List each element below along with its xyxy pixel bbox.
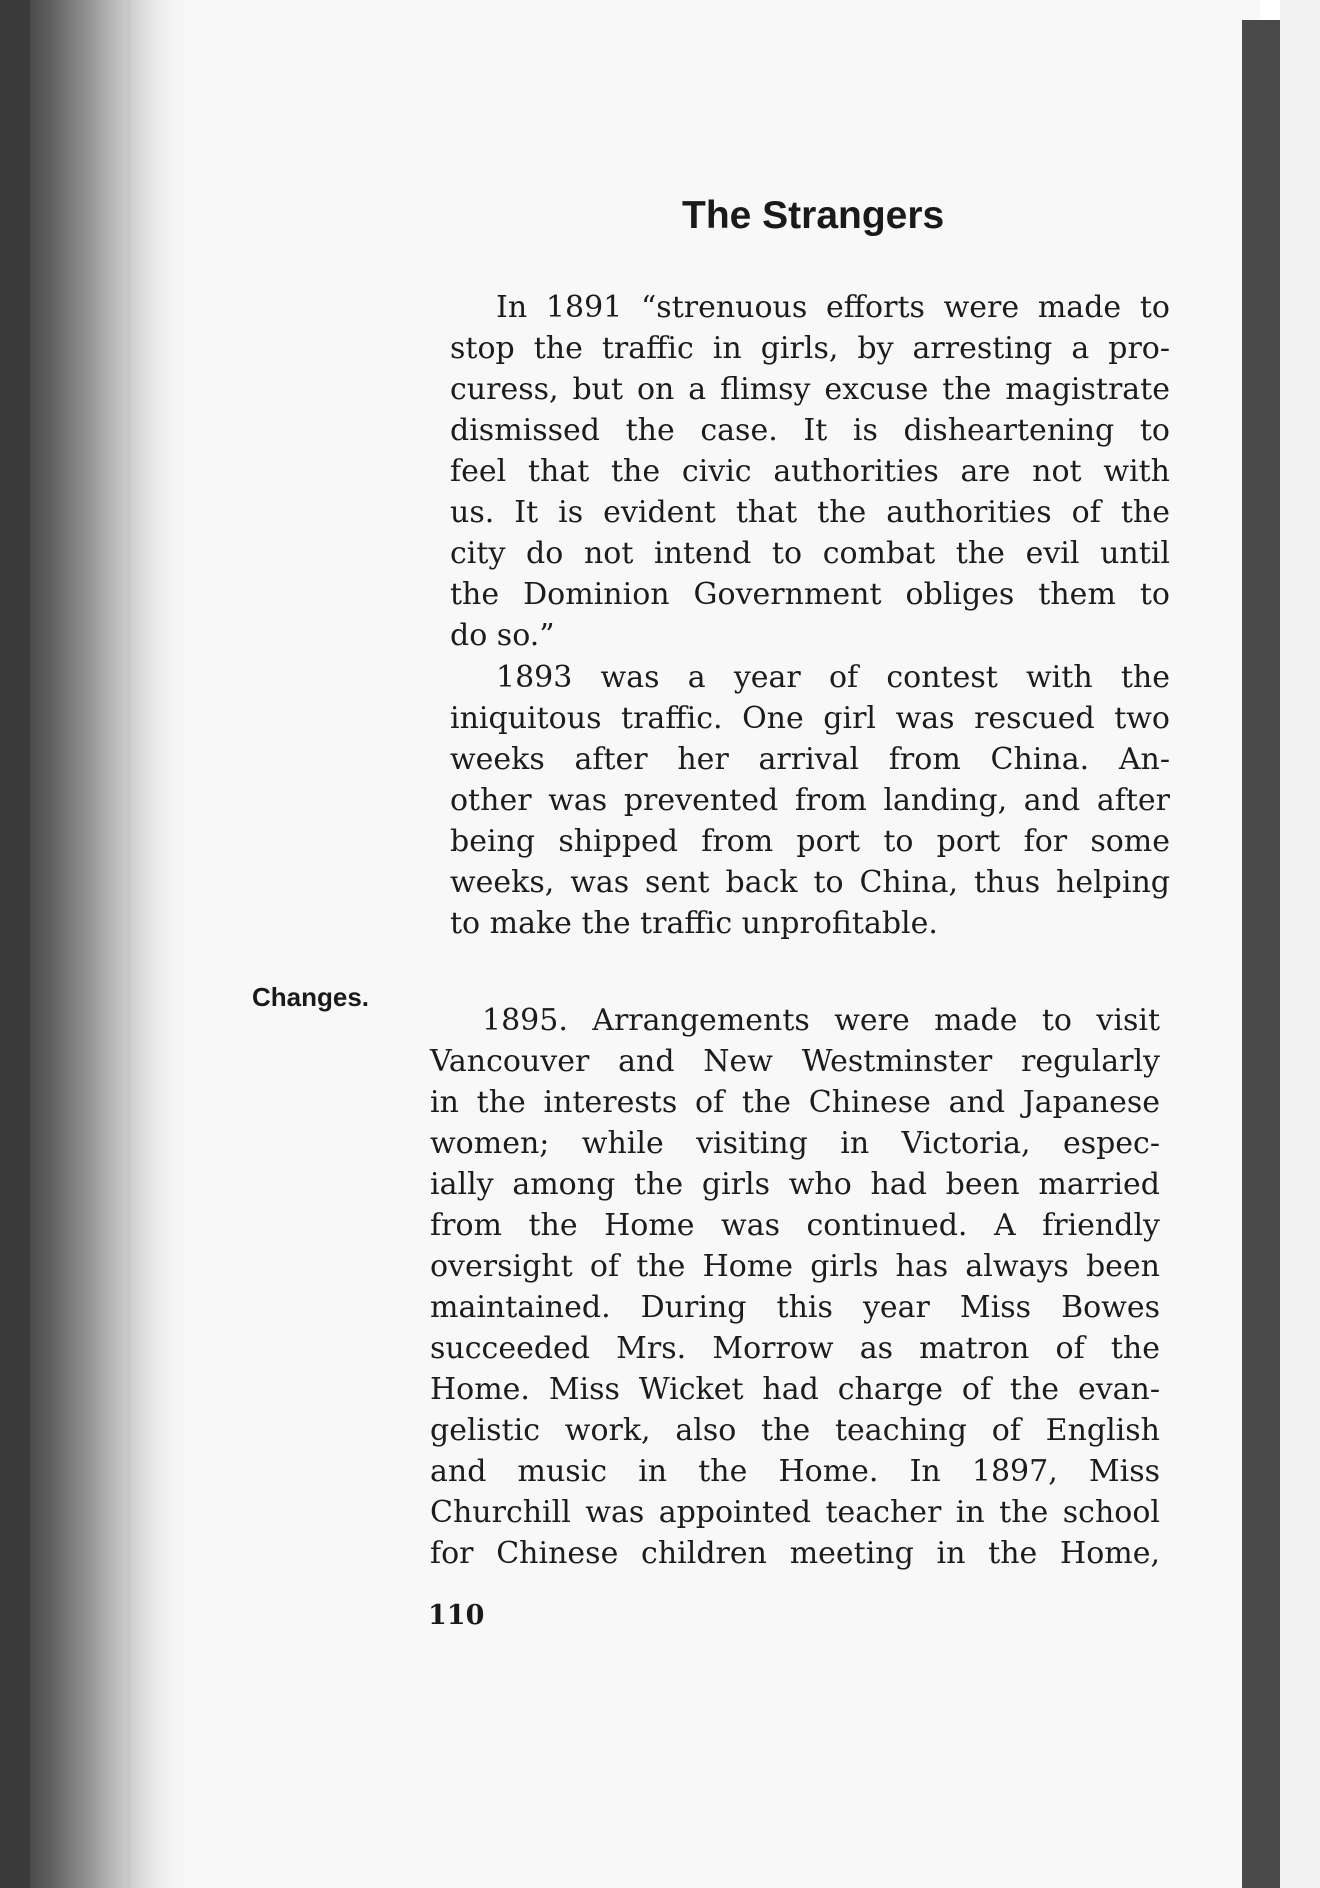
margin-note: Changes.	[252, 982, 370, 1012]
text-line: succeeded Mrs. Morrow as matron of the	[430, 1331, 1160, 1366]
text-line: women; while visiting in Victoria, espec-	[430, 1126, 1160, 1161]
text-line: for Chinese children meeting in the Home,	[430, 1536, 1160, 1571]
text-line: 1895. Arrangements were made to visit	[482, 1003, 1160, 1038]
text-line: oversight of the Home girls has always been	[430, 1249, 1160, 1284]
text-line: In 1891 “strenuous efforts were made to	[496, 290, 1170, 325]
text-line: curess, but on a flimsy excuse the magistrate	[450, 372, 1170, 407]
text-line: stop the traffic in girls, by arresting a pro-	[450, 331, 1170, 366]
text-line: and music in the Home. In 1897, Miss	[430, 1454, 1160, 1489]
text-line: iniquitous traffic. One girl was rescued two	[450, 701, 1170, 736]
text-line: do so.”	[450, 618, 555, 653]
text-line: being shipped from port to port for some	[450, 824, 1170, 859]
text-line: weeks, was sent back to China, thus helping	[450, 865, 1170, 900]
text-line: to make the traffic unprofitable.	[450, 906, 938, 941]
text-line: 1893 was a year of contest with the	[496, 660, 1170, 695]
book-spine-shadow	[0, 0, 30, 1888]
text-line: the Dominion Government obliges them to	[450, 577, 1170, 612]
text-line: Churchill was appointed teacher in the school	[430, 1495, 1160, 1530]
text-line: feel that the civic authorities are not with	[450, 454, 1170, 489]
text-line: ially among the girls who had been married	[430, 1167, 1160, 1202]
text-line: from the Home was continued. A friendly	[430, 1208, 1160, 1243]
facing-page-edge	[1280, 0, 1320, 1888]
text-line: maintained. During this year Miss Bowes	[430, 1290, 1160, 1325]
text-line: other was prevented from landing, and after	[450, 783, 1170, 818]
text-line: us. It is evident that the authorities of the	[450, 495, 1170, 530]
running-head: The Strangers	[682, 194, 945, 237]
book-cover-edge	[1242, 20, 1280, 1888]
paragraph-1	[450, 287, 1170, 656]
paragraph-3	[430, 1000, 1160, 1574]
paragraph-2	[450, 657, 1170, 944]
text-line: in the interests of the Chinese and Japanese	[430, 1085, 1160, 1120]
text-line: city do not intend to combat the evil until	[450, 536, 1170, 571]
text-line: weeks after her arrival from China. An-	[450, 742, 1170, 777]
text-line: dismissed the case. It is disheartening to	[450, 413, 1170, 448]
text-line: Home. Miss Wicket had charge of the evan-	[430, 1372, 1160, 1407]
book-page	[30, 0, 1260, 1888]
text-line: gelistic work, also the teaching of English	[430, 1413, 1160, 1448]
page-number: 110	[428, 1600, 485, 1631]
page-gutter	[125, 0, 131, 1888]
text-line: Vancouver and New Westminster regularly	[430, 1044, 1160, 1079]
